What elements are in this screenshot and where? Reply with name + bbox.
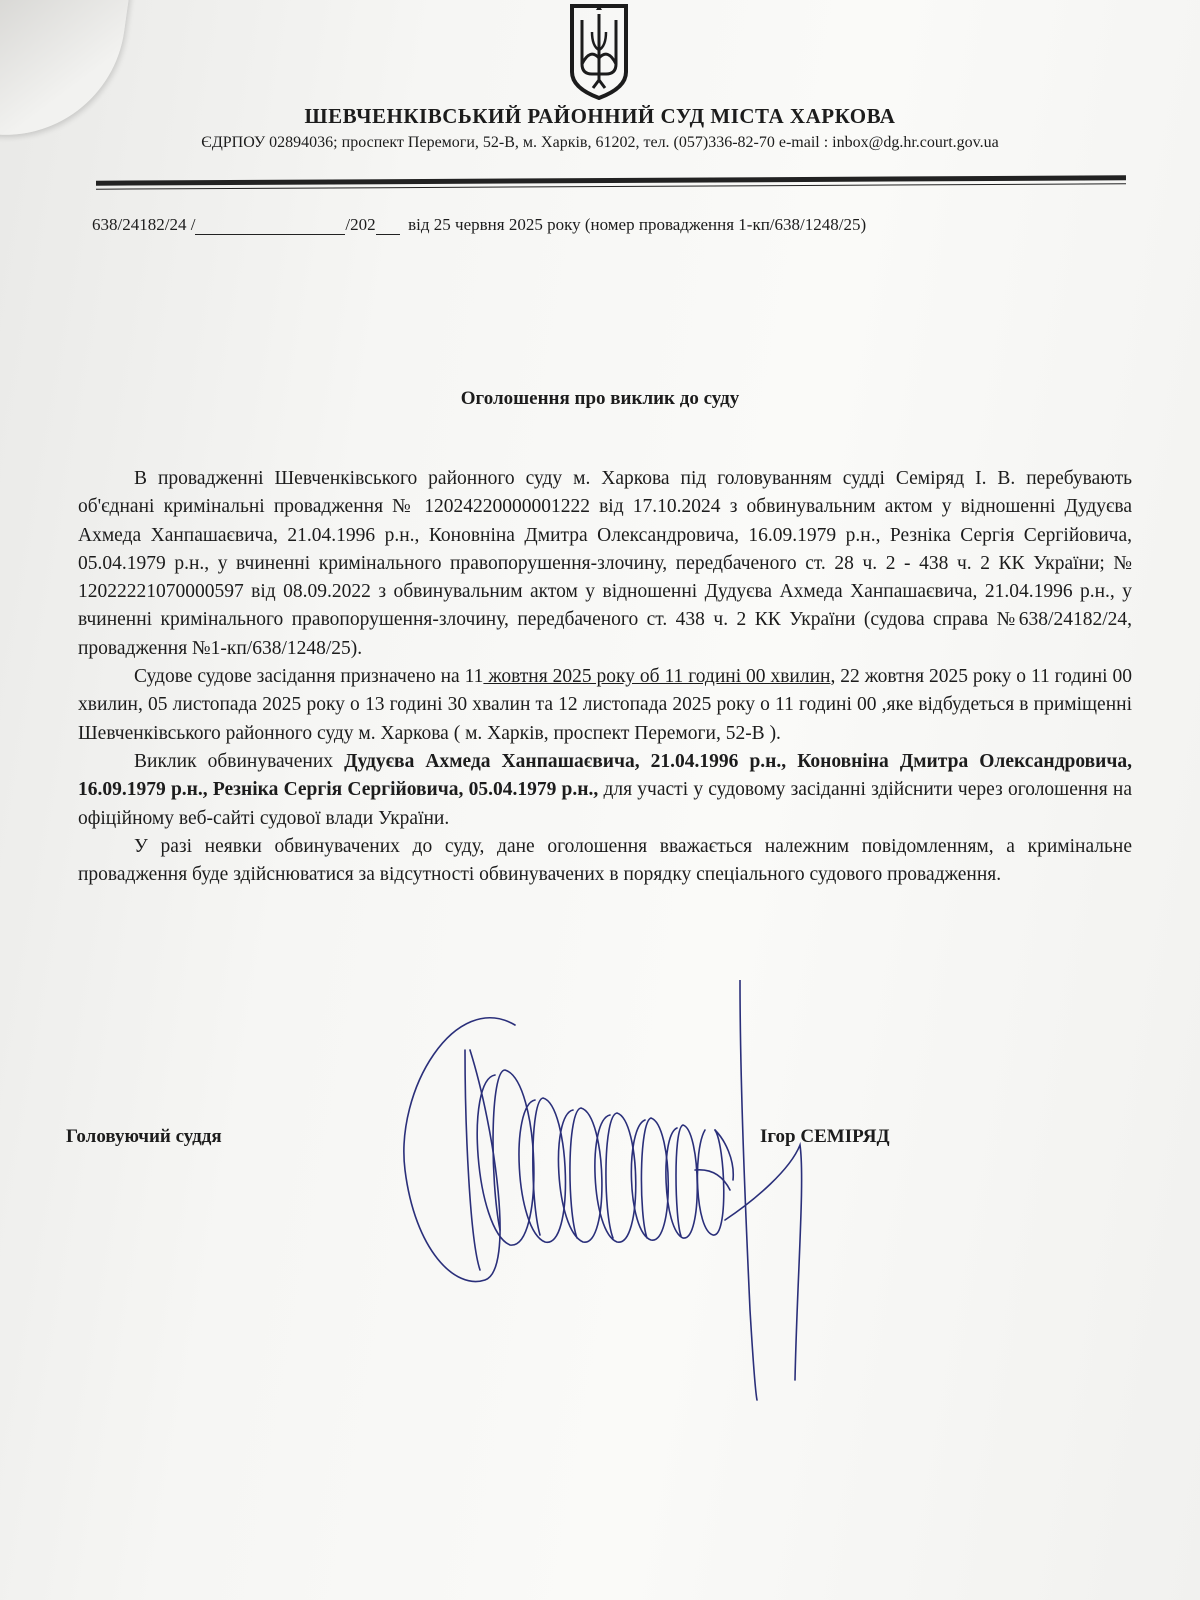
hearing-intro: Судове судове засідання призначено на 11 [134,666,484,688]
reference-date: від 25 червня 2025 року (номер провадження 1-кп/638/1248/25) [408,215,867,234]
blank-field-year [376,218,400,235]
blank-field-number [195,218,345,235]
hearing-first-date: жовтня 2025 року об 11 годині 00 хвилин [483,666,831,688]
court-name: ШЕВЧЕНКІВСЬКИЙ РАЙОННИЙ СУД МІСТА ХАРКОВА [304,104,896,128]
notice-title: Оголошення про виклик до суду [460,388,740,409]
summons-method: для участі у судовому засіданні здійснити через оголошення на офіційному веб-сайті судової влади України. [78,779,1132,829]
judge-name: Ігор СЕМІРЯД [760,1126,890,1147]
notice-body [78,465,1132,889]
summons-intro: Виклик обвинувачених [134,750,345,772]
hearing-other-dates: , 22 жовтня 2025 року о 11 годині 00 хвилин, 05 листопада 2025 року о 13 годині 30 хвалин та 12 листопада 2025 року о 11 годині 00 ,яке відбудеться в приміщенні Шевченківського районного суду м. Харкова ( м. Харків, проспект Перемоги, 52-В ). [78,666,1132,744]
trident-emblem-icon [566,2,632,100]
signature-role: Головуючий суддя [66,1126,222,1147]
paragraph-hearing-dates [78,663,1132,748]
accused-names: Дудуєва Ахмеда Ханпашаєвича, 21.04.1996 р.н., Коновніна Дмитра Олександровича, 16.09.1979 р.н., Резніка Сергія Сергійовича, 05.04.1979 р.н., [78,750,1132,801]
year-prefix: /202 [345,215,376,234]
handwritten-signature [395,980,865,1420]
reference-line [92,215,866,235]
court-contacts: ЄДРПОУ 02894036; проспект Перемоги, 52-В, м. Харків, 61202, тел. (057)336-82-70 e-mail : inbox@dg.hr.court.gov.ua [201,134,999,151]
paragraph-summons [78,748,1132,833]
paragraph-proceedings: В провадженні Шевченківського районного суду м. Харкова під головуванням судді Семіряд І. В. перебувають об'єднані кримінальні провадження № 12024220000001222 від 17.10.2024 з обвинувальним актом у відношенні Дудуєва Ахмеда Ханпашаєвича, 21.04.1996 р.н., Коновніна Дмитра Олександровича, 16.09.1979 р.н., Резніка Сергія Сергійовича, 05.04.1979 р.н., у вчиненні кримінального правопорушення-злочину, передбаченого ст. 28 ч. 2 - 438 ч. 2 КК України; № 12022221070000597 від 08.09.2022 з обвинувальним актом у відношенні Дудуєва Ахмеда Ханпашаєвича, 21.04.1996 р.н., у вчиненні кримінального правопорушення-злочину, передбаченого ст. 438 ч. 2 КК України (судова справа №638/24182/24, провадження №1-кп/638/1248/25). [78,468,1132,659]
paragraph-non-appearance: У разі неявки обвинувачених до суду, дане оголошення вважається належним повідомленням, а кримінальне провадження буде здійснюватися за відсутності обвинувачених в порядку спеціального судового провадження. [78,835,1132,886]
case-number: 638/24182/24 / [92,215,196,234]
